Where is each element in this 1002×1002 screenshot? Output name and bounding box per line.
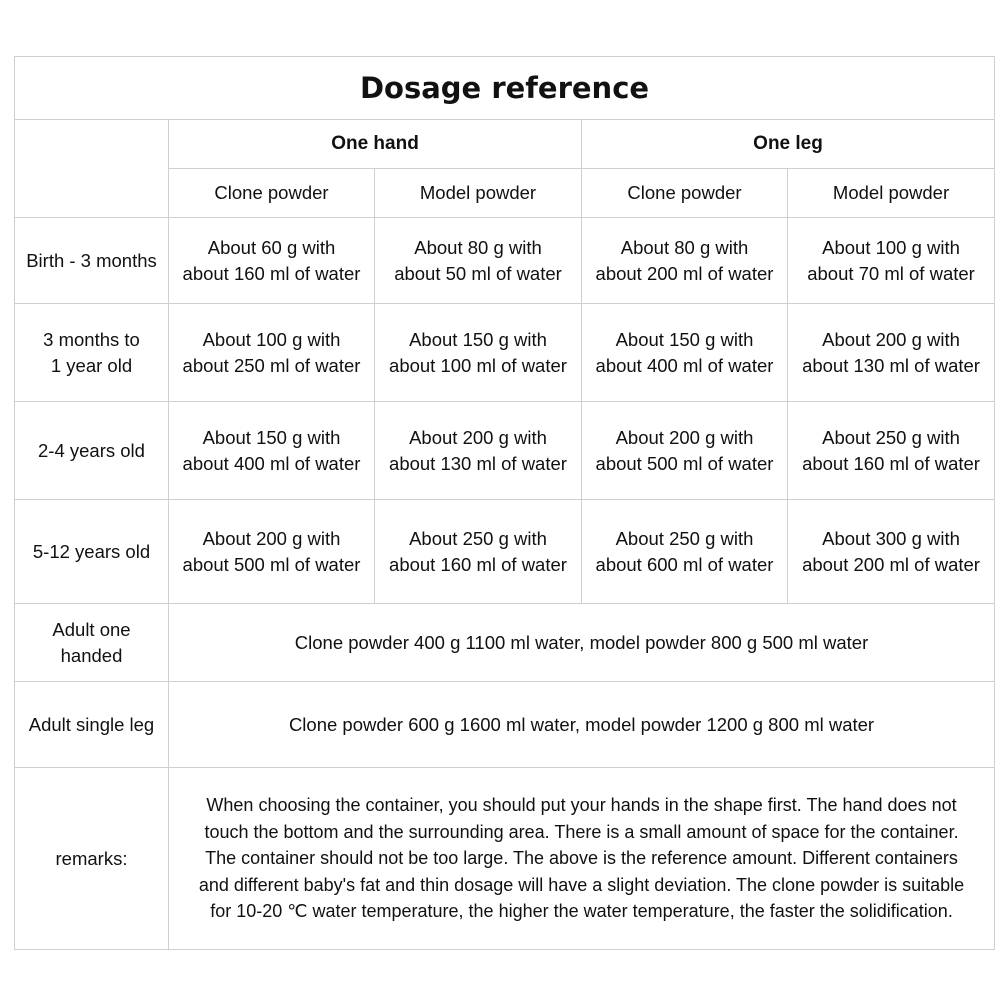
remarks-line: touch the bottom and the surrounding area. There is a small amount of space for the container. xyxy=(204,821,959,842)
table-row xyxy=(15,402,995,500)
row-label: Adult one handed xyxy=(15,604,169,682)
row-label: 2-4 years old xyxy=(15,402,169,500)
dosage-cell: About 100 g with about 70 ml of water xyxy=(788,218,995,304)
dosage-cell: About 250 g with about 160 ml of water xyxy=(788,402,995,500)
remarks-row xyxy=(15,768,995,950)
subheader-hand-clone: Clone powder xyxy=(169,169,375,218)
table-title: Dosage reference xyxy=(15,57,995,120)
adult-hand-row xyxy=(15,604,995,682)
group-header-one-hand: One hand xyxy=(169,120,582,169)
corner-cell xyxy=(15,120,169,218)
remarks-line: for 10-20 ℃ water temperature, the higher the water temperature, the faster the solidification. xyxy=(210,901,953,922)
dosage-cell: About 200 g with about 130 ml of water xyxy=(375,402,582,500)
table-row xyxy=(15,304,995,402)
remarks-line: and different baby's fat and thin dosage will have a slight deviation. The clone powder is suitable xyxy=(198,874,965,895)
group-header-row xyxy=(15,120,995,169)
adult-leg-dosage: Clone powder 600 g 1600 ml water, model powder 1200 g 800 ml water xyxy=(169,682,995,768)
dosage-cell: About 60 g with about 160 ml of water xyxy=(169,218,375,304)
title-row xyxy=(15,57,995,120)
row-label: Adult single leg xyxy=(15,682,169,768)
group-header-one-leg: One leg xyxy=(582,120,995,169)
dosage-cell: About 250 g with about 600 ml of water xyxy=(582,500,788,604)
dosage-cell: About 80 g with about 50 ml of water xyxy=(375,218,582,304)
adult-leg-row xyxy=(15,682,995,768)
dosage-cell: About 150 g with about 400 ml of water xyxy=(169,402,375,500)
remarks-line: When choosing the container, you should put your hands in the shape first. The hand does not xyxy=(206,795,957,816)
dosage-cell: About 150 g with about 100 ml of water xyxy=(375,304,582,402)
dosage-sheet xyxy=(14,56,995,950)
dosage-cell: About 150 g with about 400 ml of water xyxy=(582,304,788,402)
subheader-hand-model: Model powder xyxy=(375,169,582,218)
dosage-cell: About 200 g with about 130 ml of water xyxy=(788,304,995,402)
remarks-label: remarks: xyxy=(15,768,169,950)
subheader-leg-clone: Clone powder xyxy=(582,169,788,218)
dosage-table xyxy=(14,56,995,950)
remarks-text xyxy=(169,768,995,950)
dosage-cell: About 80 g with about 200 ml of water xyxy=(582,218,788,304)
adult-hand-dosage: Clone powder 400 g 1100 ml water, model powder 800 g 500 ml water xyxy=(169,604,995,682)
remarks-line: The container should not be too large. The above is the reference amount. Different containers xyxy=(205,848,958,869)
dosage-cell: About 100 g with about 250 ml of water xyxy=(169,304,375,402)
table-row xyxy=(15,500,995,604)
dosage-cell: About 200 g with about 500 ml of water xyxy=(169,500,375,604)
table-row xyxy=(15,218,995,304)
row-label: Birth - 3 months xyxy=(15,218,169,304)
dosage-cell: About 250 g with about 160 ml of water xyxy=(375,500,582,604)
row-label: 5-12 years old xyxy=(15,500,169,604)
row-label: 3 months to 1 year old xyxy=(15,304,169,402)
subheader-leg-model: Model powder xyxy=(788,169,995,218)
dosage-cell: About 300 g with about 200 ml of water xyxy=(788,500,995,604)
dosage-cell: About 200 g with about 500 ml of water xyxy=(582,402,788,500)
